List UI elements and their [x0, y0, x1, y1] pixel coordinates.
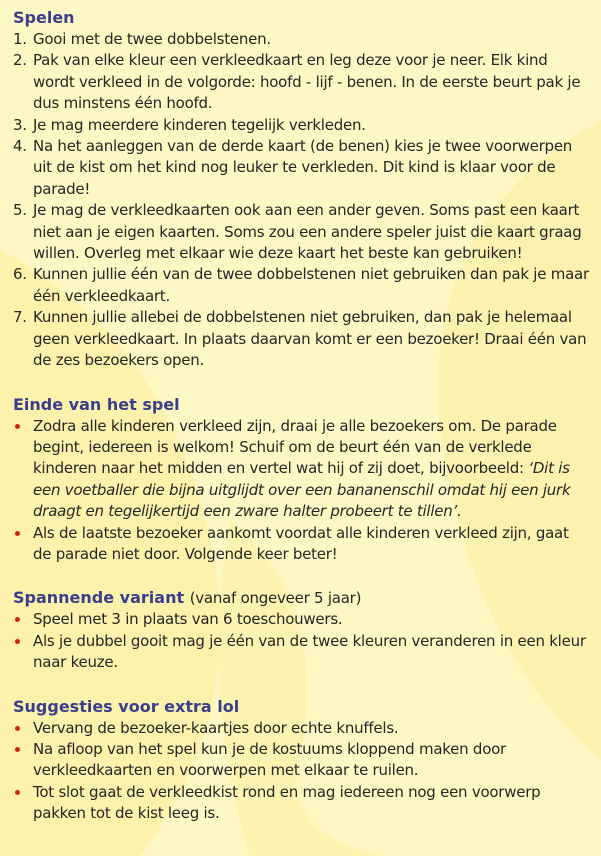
item-number: 2.	[13, 51, 27, 70]
variant-list	[13, 609, 591, 673]
list-item	[13, 307, 591, 371]
list-item	[13, 29, 591, 50]
list-item	[13, 50, 591, 114]
spelen-list	[13, 29, 591, 372]
item-text: Kunnen jullie allebei de dobbelstenen niet gebruiken, dan pak je helemaal geen verkleedkaart. In plaats daarvan komt er een bezoeker! Draai één van de zes bezoekers open.	[33, 308, 587, 370]
list-item	[13, 782, 591, 825]
example-quote: ‘Dit is een voetballer die bijna uitglijdt over een bananenschil omdat hij een jurk draagt en tegelijkertijd een zware halter probeert te tillen’.	[33, 459, 571, 521]
item-text: Pak van elke kleur een verkleedkaart en leg deze voor je neer. Elk kind wordt verkleed in de volgorde: hoofd - lijf - benen. In de eerste beurt pak je dus minstens één hoofd.	[33, 51, 581, 113]
item-number: 7.	[13, 308, 27, 327]
suggesties-list	[13, 718, 591, 825]
item-text: Vervang de bezoeker-kaartjes door echte knuffels.	[33, 718, 399, 737]
heading-variant-age: (vanaf ongeveer 5 jaar)	[189, 589, 362, 608]
list-item	[13, 136, 591, 200]
section-spacer	[13, 372, 591, 394]
item-text: Als de laatste bezoeker aankomt voordat alle kinderen verkleed zijn, gaat de parade niet door. Volgende keer beter!	[33, 523, 569, 563]
item-text: Tot slot gaat de verkleedkist rond en mag iedereen nog een voorwerp pakken tot de kist leeg is.	[33, 782, 541, 823]
list-item	[13, 200, 591, 264]
heading-suggesties: Suggesties voor extra lol	[13, 696, 240, 716]
item-text: Na afloop van het spel kun je de kostuums kloppend maken door verkleedkaarten en voorwerpen met elkaar te ruilen.	[33, 739, 506, 780]
heading-einde: Einde van het spel	[13, 394, 180, 414]
list-item	[13, 631, 591, 674]
item-text: Zodra alle kinderen verkleed zijn, draai je alle bezoekers om. De parade begint, iedereen is welkom! Schuif om de beurt één van de verklede kinderen naar het midden en vertel wat hij of zij doet, bijvoorbeeld:	[33, 416, 557, 478]
list-item	[13, 609, 591, 630]
item-number: 4.	[13, 137, 27, 156]
list-item	[13, 739, 591, 782]
list-item	[13, 416, 591, 523]
item-number: 3.	[13, 115, 27, 134]
einde-list	[13, 416, 591, 566]
section-spacer	[13, 674, 591, 696]
item-text: Gooi met de twee dobbelstenen.	[33, 30, 271, 48]
list-item	[13, 264, 591, 307]
list-item	[13, 718, 591, 739]
list-item	[13, 115, 591, 136]
item-text: Je mag de verkleedkaarten ook aan een ander geven. Soms past een kaart niet aan je eigen kaarten. Soms zou een andere speler juist die kaart graag willen. Overleg met elkaar wie deze kaart het beste kan gebruiken!	[33, 201, 582, 263]
item-text: Als je dubbel gooit mag je één van de twee kleuren veranderen in een kleur naar keuze.	[33, 631, 586, 672]
heading-variant-title: Spannende variant	[13, 588, 185, 608]
item-text: Na het aanleggen van de derde kaart (de benen) kies je twee voorwerpen uit de kist om het kind nog leuker te verkleden. Dit kind is klaar voor de parade!	[33, 137, 573, 198]
item-number: 5.	[13, 201, 27, 220]
item-text: Kunnen jullie één van de twee dobbelstenen niet gebruiken dan pak je maar één verkleedkaart.	[33, 265, 589, 305]
item-text: Je mag meerdere kinderen tegelijk verkleden.	[33, 115, 366, 134]
item-number: 6.	[13, 265, 27, 284]
item-number: 1.	[13, 30, 27, 48]
list-item	[13, 523, 591, 566]
heading-spelen: Spelen	[13, 8, 75, 27]
item-text: Speel met 3 in plaats van 6 toeschouwers.	[33, 610, 343, 629]
heading-variant	[13, 587, 591, 609]
section-spacer	[13, 565, 591, 587]
